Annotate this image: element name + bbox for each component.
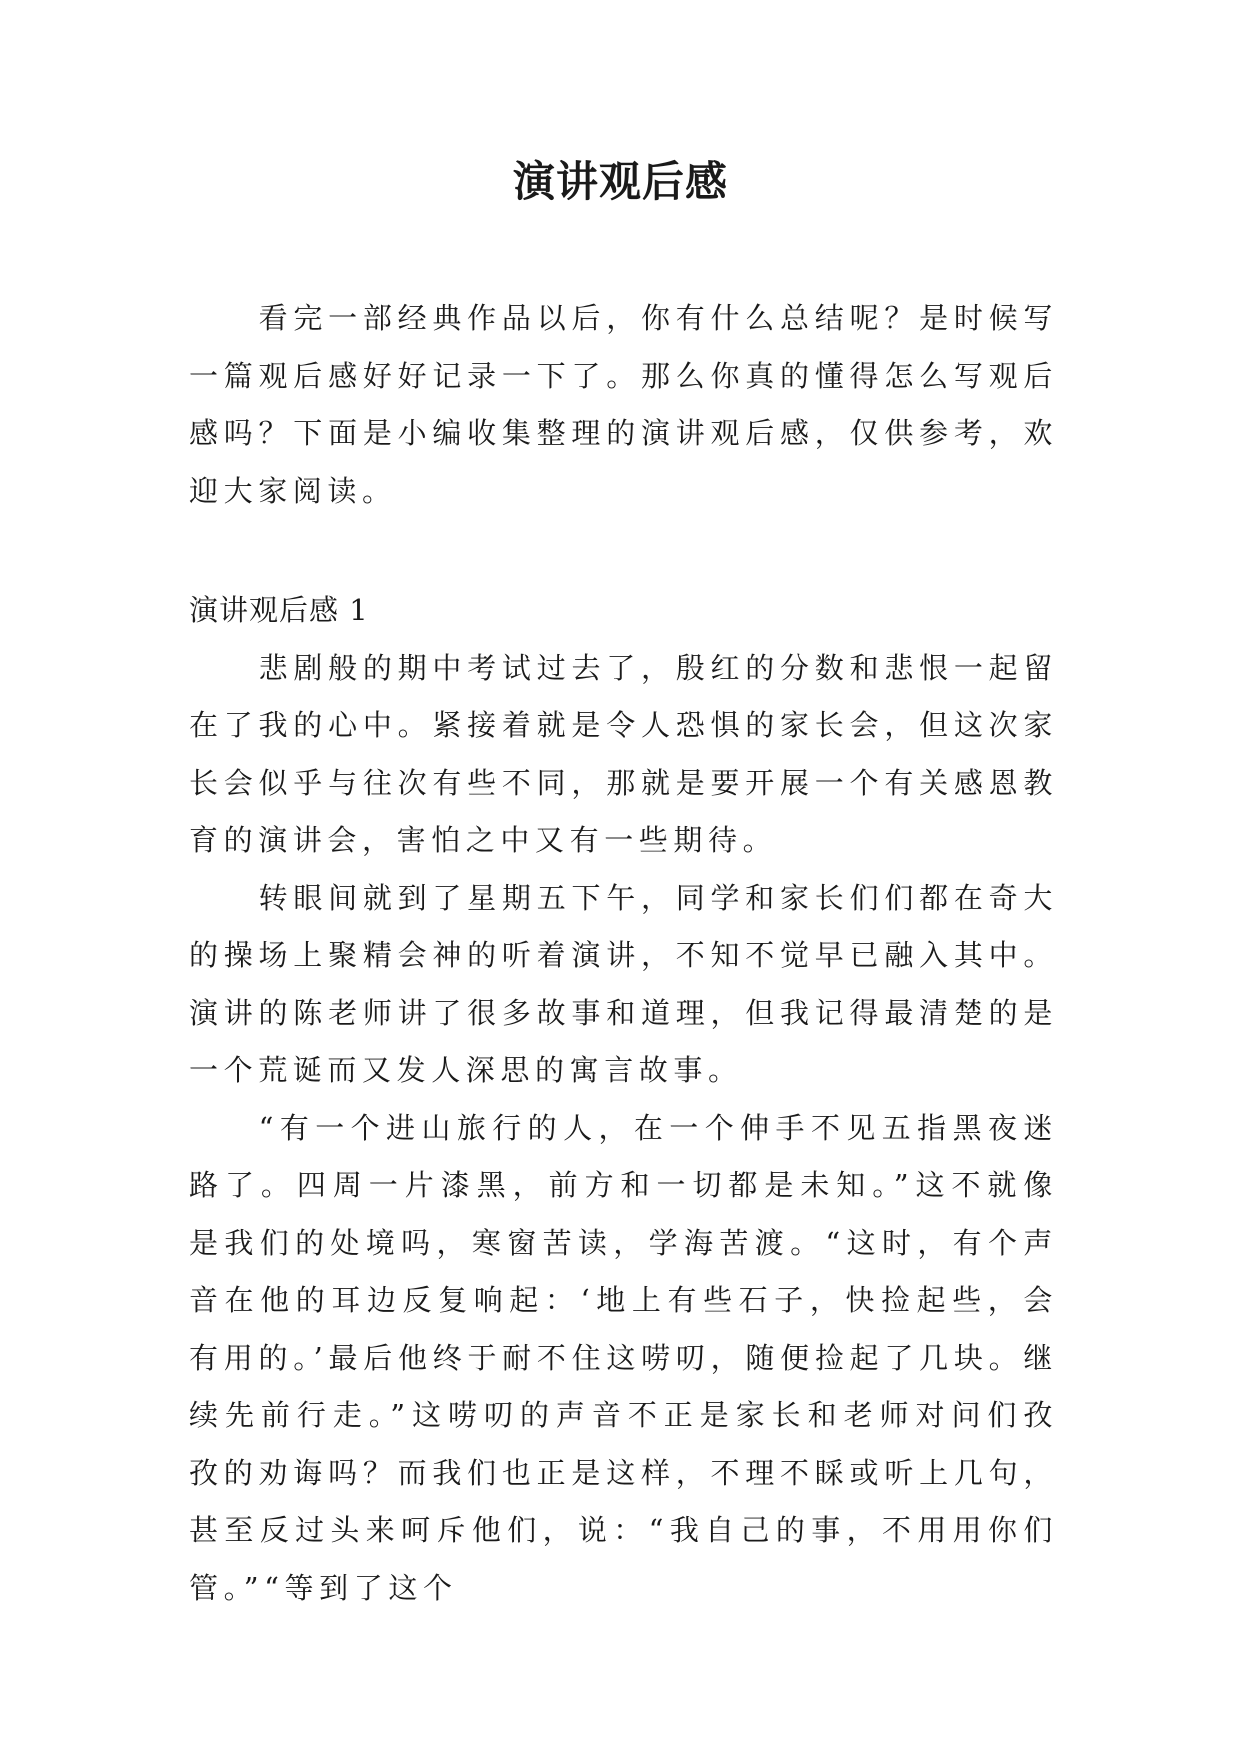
- body-paragraph: “有一个进山旅行的人，在一个伸手不见五指黑夜迷路了。四周一片漆黑，前方和一切都是未知。”这不就像是我们的处境吗，寒窗苦读，学海苦渡。“这时，有个声音在他的耳边反复响起：‘地上有些石子，快捡起些，会有用的。’最后他终于耐不住这唠叨，随便捡起了几块。继续先前行走。”这唠叨的声音不正是家长和老师对问们孜孜的劝诲吗？而我们也正是这样，不理不睬或听上几句，甚至反过头来呵斥他们，说：“我自己的事，不用用你们管。”“等到了这个: [189, 1110, 1058, 1605]
- section-heading: 演讲观后感 1: [189, 593, 369, 627]
- body-paragraph: 转眼间就到了星期五下午，同学和家长们们都在奇大的操场上聚精会神的听着演讲，不知不觉早已融入其中。演讲的陈老师讲了很多故事和道理，但我记得最清楚的是一个荒诞而又发人深思的寓言故事。: [189, 880, 1058, 1087]
- intro-paragraph: 看完一部经典作品以后，你有什么总结呢？是时候写一篇观后感好好记录一下了。那么你真的懂得怎么写观后感吗？下面是小编收集整理的演讲观后感，仅供参考，欢迎大家阅读。: [189, 301, 1058, 508]
- document-title: 演讲观后感: [512, 157, 728, 206]
- body-paragraph: 悲剧般的期中考试过去了，殷红的分数和悲恨一起留在了我的心中。紧接着就是令人恐惧的家长会，但这次家长会似乎与往次有些不同，那就是要开展一个有关感恩教育的演讲会，害怕之中又有一些期待。: [189, 650, 1058, 857]
- document-body: [189, 290, 1058, 1617]
